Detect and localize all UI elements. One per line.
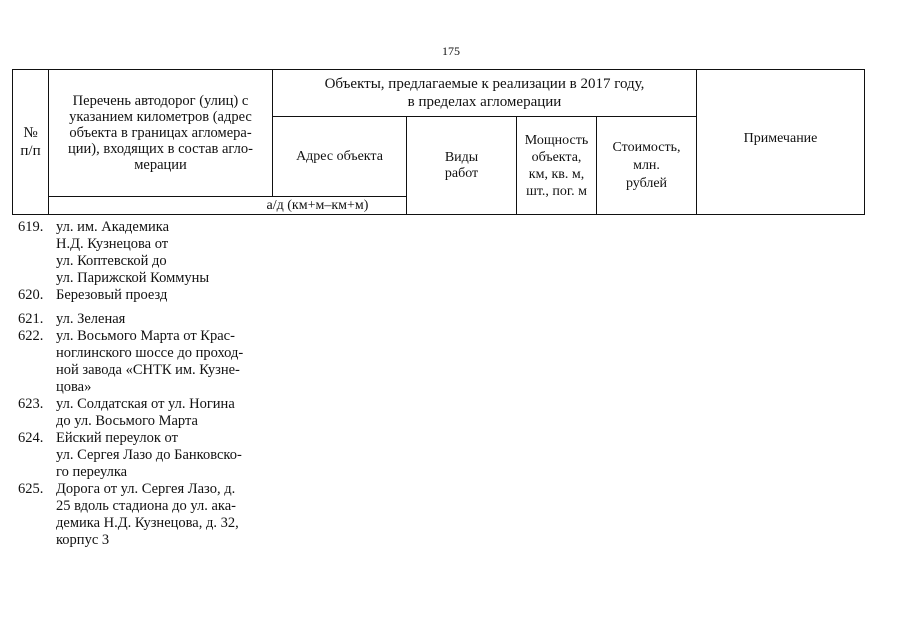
- row-line: 25 вдоль стадиона до ул. ака-: [56, 498, 236, 514]
- table-row: [18, 481, 278, 549]
- row-line: демика Н.Д. Кузнецова, д. 32,: [56, 515, 239, 531]
- col-address-label: Адрес объекта: [296, 149, 383, 164]
- row-line: цова»: [56, 379, 92, 395]
- row-line: ул. Парижской Коммуны: [56, 270, 210, 286]
- row-line: ноглинского шоссе до проход-: [56, 345, 244, 361]
- row-line: ул. Коптевской до: [56, 253, 167, 269]
- col-number-header: [13, 70, 48, 214]
- col-capacity-line: шт., пог. м: [526, 183, 587, 199]
- table-row: [18, 311, 278, 328]
- table-header: [12, 69, 865, 215]
- row-number: 625.: [18, 481, 44, 497]
- row-text: [56, 430, 278, 481]
- row-line: ул. Солдатская от ул. Ногина: [56, 396, 235, 412]
- col-note-header: [697, 70, 864, 214]
- col-cost-line: млн.: [633, 157, 660, 173]
- table-row: [18, 396, 278, 430]
- table-row: [18, 287, 278, 304]
- col-road-list-line: указанием километров (адрес: [69, 109, 252, 125]
- col-road-list-line: ции), входящих в состав агло-: [68, 141, 253, 157]
- col-cost-line: Стоимость,: [612, 139, 681, 155]
- col-capacity-line: км, кв. м,: [528, 166, 585, 182]
- row-line: ной завода «СНТК им. Кузне-: [56, 362, 240, 378]
- page-number: 175: [442, 44, 460, 58]
- road-unit-row: [49, 197, 406, 214]
- col-road-list-line: объекта в границах агломера-: [69, 125, 252, 141]
- header-right-border: [864, 69, 865, 215]
- row-text: [56, 219, 278, 287]
- row-text: [56, 481, 278, 549]
- table-row: [18, 219, 278, 287]
- col-cost-header: [597, 117, 696, 214]
- table-row: [18, 430, 278, 481]
- row-line: корпус 3: [56, 532, 110, 548]
- col-capacity-line: объекта,: [531, 149, 582, 165]
- row-number: 622.: [18, 328, 44, 344]
- row-line: ул. Сергея Лазо до Банковско-: [56, 447, 242, 463]
- row-text: [56, 287, 278, 304]
- group-objects-line: в пределах агломерации: [407, 94, 562, 110]
- row-line: го переулка: [56, 464, 128, 480]
- row-number: 620.: [18, 287, 44, 303]
- row-number: 624.: [18, 430, 44, 446]
- col-capacity-header: [517, 117, 596, 214]
- row-number: 619.: [18, 219, 44, 235]
- row-text: [56, 396, 278, 430]
- row-number: 623.: [18, 396, 44, 412]
- header-bottom-border: [12, 214, 865, 215]
- row-line: до ул. Восьмого Марта: [56, 413, 198, 429]
- row-number: 621.: [18, 311, 44, 327]
- road-unit-label: а/д (км+м–км+м): [266, 197, 369, 213]
- road-list: [18, 219, 278, 549]
- col-road-list-line: Перечень автодорог (улиц) с: [72, 93, 249, 109]
- group-objects-line: Объекты, предлагаемые к реализации в 2017 году,: [324, 76, 645, 92]
- row-text: [56, 328, 278, 396]
- col-road-list-line: мерации: [134, 157, 187, 173]
- row-line: Березовый проезд: [56, 287, 168, 303]
- row-line: ул. Зеленая: [56, 311, 126, 327]
- col-work-types-line: Виды: [444, 149, 479, 165]
- col-work-types-header: [407, 117, 516, 214]
- col-number-line: №: [23, 125, 38, 141]
- col-address-header: [273, 117, 406, 197]
- table-row: [18, 328, 278, 396]
- col-number-line: п/п: [20, 143, 41, 159]
- col-work-types-line: работ: [444, 165, 479, 181]
- col-cost-line: рублей: [625, 175, 668, 191]
- col-capacity-line: Мощность: [524, 132, 589, 148]
- row-line: ул. им. Академика: [56, 219, 170, 235]
- row-line: Ейский переулок от: [56, 430, 178, 446]
- group-objects-header: [273, 70, 696, 116]
- row-text: [56, 311, 278, 328]
- row-line: Дорога от ул. Сергея Лазо, д.: [56, 481, 236, 497]
- row-line: ул. Восьмого Марта от Крас-: [56, 328, 235, 344]
- col-note-label: Примечание: [743, 131, 818, 146]
- col-road-list-header: [49, 70, 272, 196]
- row-line: Н.Д. Кузнецова от: [56, 236, 169, 252]
